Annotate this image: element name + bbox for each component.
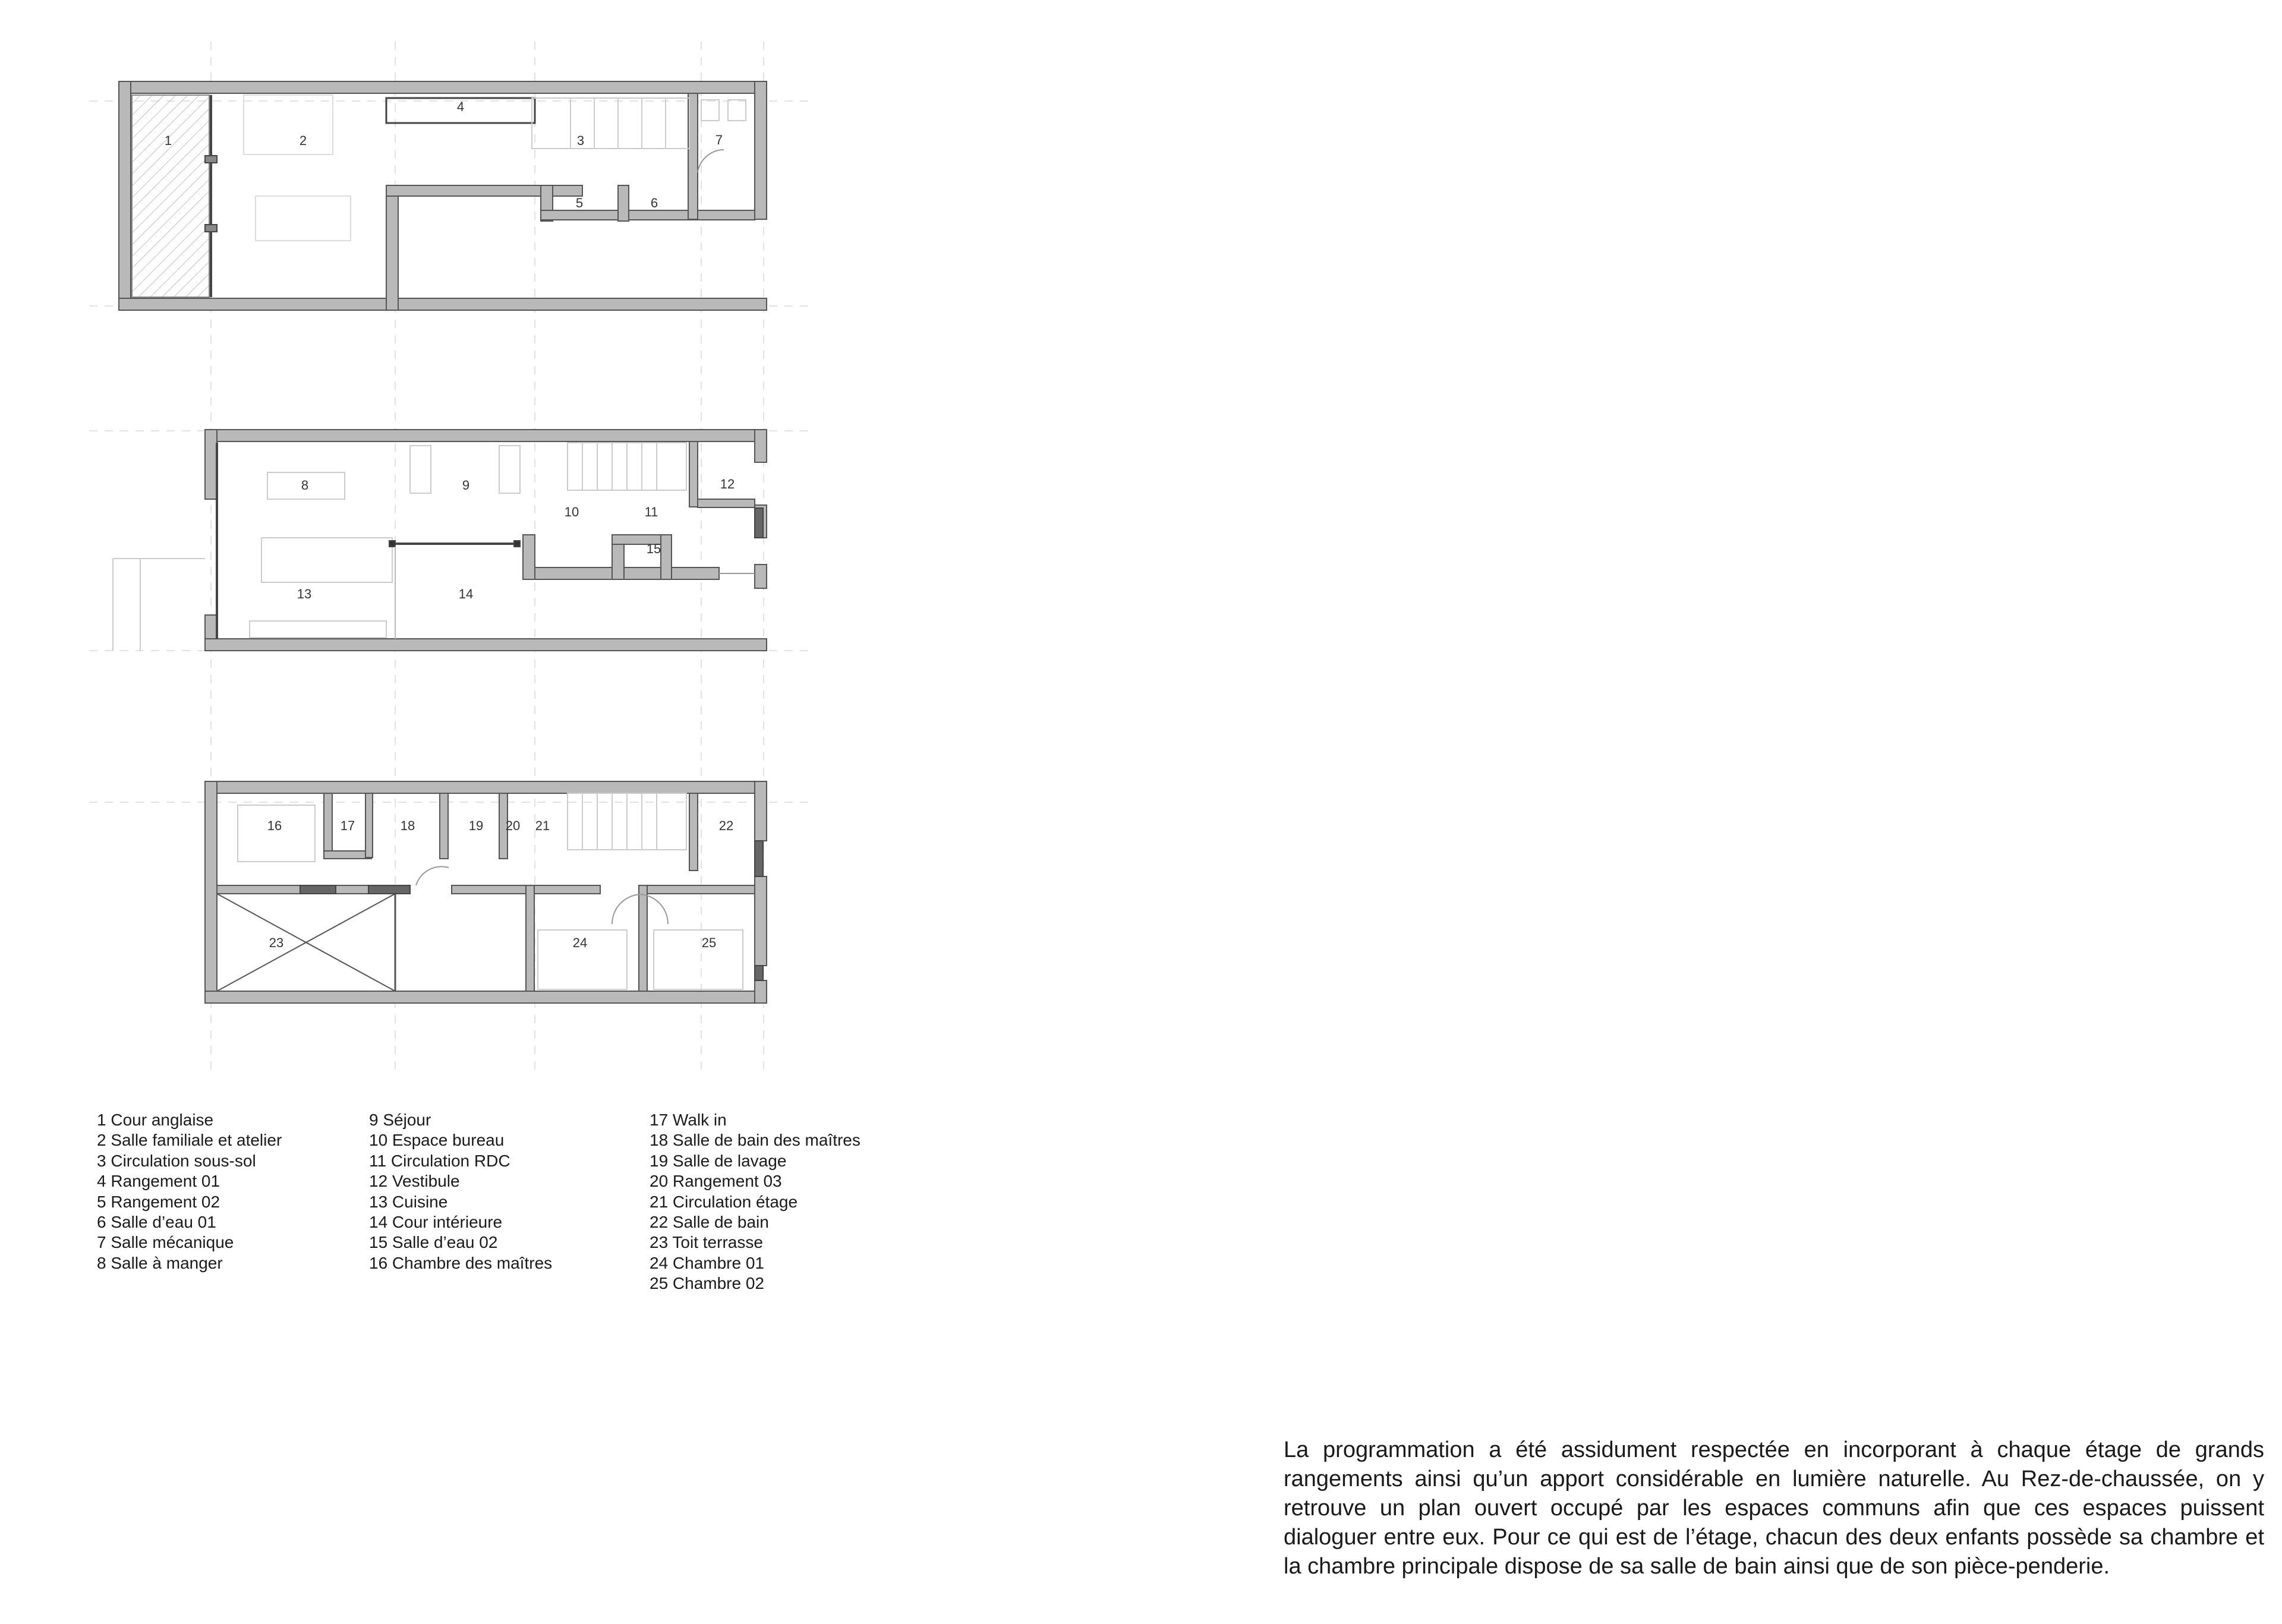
legend-item: 2 Salle familiale et atelier [97, 1131, 282, 1150]
legend-item: 11 Circulation RDC [369, 1151, 510, 1170]
room-number: 7 [715, 132, 723, 147]
room-number: 19 [468, 818, 484, 833]
room-number: 14 [458, 586, 474, 601]
room-number: 17 [340, 818, 355, 833]
legend-item: 6 Salle d’eau 01 [97, 1213, 216, 1232]
legend-item: 18 Salle de bain des maîtres [650, 1131, 861, 1150]
legend-item: 22 Salle de bain [650, 1213, 769, 1232]
legend-item: 3 Circulation sous-sol [97, 1151, 256, 1170]
legend-item: 19 Salle de lavage [650, 1151, 787, 1170]
legend-item: 12 Vestibule [369, 1172, 460, 1191]
legend-item: 5 Rangement 02 [97, 1192, 220, 1211]
legend-item: 25 Chambre 02 [650, 1274, 765, 1293]
legend-item: 20 Rangement 03 [650, 1172, 782, 1191]
legend-item: 17 Walk in [650, 1111, 727, 1129]
room-number: 20 [505, 818, 521, 833]
legend-item: 24 Chambre 01 [650, 1253, 765, 1272]
legend-item: 9 Séjour [369, 1111, 431, 1129]
plan-rez-de-chaussee [205, 430, 767, 651]
room-number: 18 [400, 818, 415, 833]
legend-item: 8 Salle à manger [97, 1253, 223, 1272]
plan-etage [205, 781, 767, 1003]
legend-column-3 [650, 1110, 861, 1294]
room-number: 21 [535, 818, 550, 833]
room-number: 13 [297, 586, 312, 601]
legend-item: 15 Salle d’eau 02 [369, 1233, 498, 1252]
room-number: 16 [267, 818, 282, 833]
legend-item: 1 Cour anglaise [97, 1111, 214, 1129]
legend-item: 23 Toit terrasse [650, 1233, 763, 1252]
legend-item: 10 Espace bureau [369, 1131, 505, 1150]
plan-sous-sol [119, 81, 767, 310]
room-number: 1 [164, 133, 172, 148]
room-number: 5 [575, 195, 584, 210]
legend-item: 7 Salle mécanique [97, 1233, 234, 1252]
legend-item: 13 Cuisine [369, 1192, 448, 1211]
room-number: 15 [646, 541, 661, 556]
room-number: 22 [718, 818, 734, 833]
room-number: 9 [462, 477, 470, 493]
room-number: 23 [269, 935, 284, 950]
legend-item: 16 Chambre des maîtres [369, 1253, 553, 1272]
room-number: 3 [576, 133, 585, 148]
room-number: 25 [701, 935, 717, 950]
room-number: 6 [650, 195, 658, 210]
room-number: 11 [644, 504, 658, 519]
legend-column-2 [369, 1110, 552, 1273]
room-number: 4 [456, 99, 465, 114]
room-number: 12 [720, 476, 735, 491]
room-number: 10 [564, 504, 579, 519]
legend-item: 14 Cour intérieure [369, 1213, 503, 1232]
legend-item: 21 Circulation étage [650, 1192, 798, 1211]
room-number: 8 [301, 477, 309, 493]
room-number: 2 [299, 133, 307, 148]
room-number: 24 [572, 935, 588, 950]
legend-column-1 [97, 1110, 282, 1273]
description-paragraph: La programmation a été assidument respectée en incorporant à chaque étage de grands rangements ainsi qu’un apport considérable en lumière naturelle. Au Rez-de-chaussée, on y retrouve un plan ouvert occupé par les espaces communs afin que ces espaces puissent dialoguer entre eux. Pour ce qui est de l’étage, chacun des deux enfants possède sa chambre et la chambre principale dispose de sa salle de bain ainsi que de son pièce-penderie. [1284, 1437, 2264, 1579]
legend-item: 4 Rangement 01 [97, 1172, 220, 1191]
